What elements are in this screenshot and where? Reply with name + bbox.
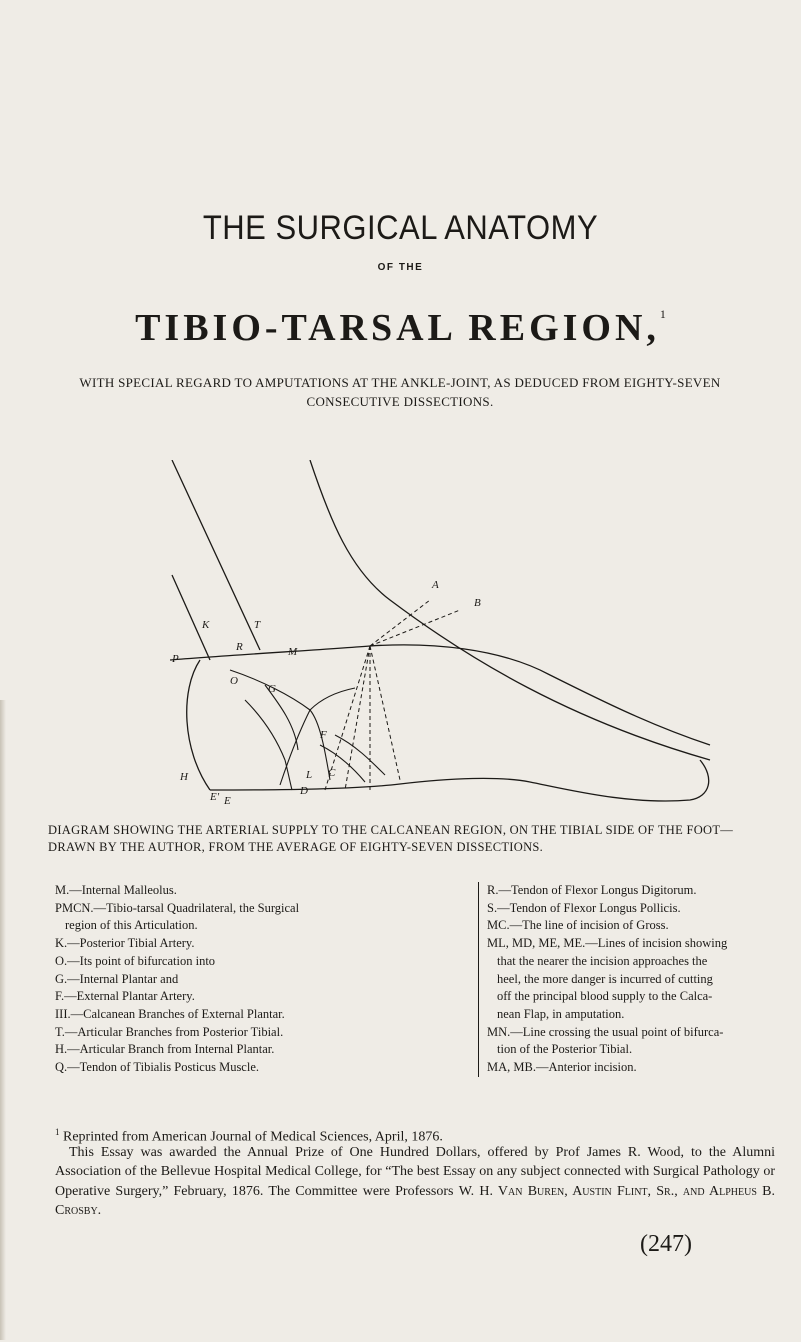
legend-entry: that the nearer the incision approaches the [497, 953, 708, 968]
committee-names: W. H. Van Buren, Austin Flint, Sr., and Alpheus B. Crosby. [55, 1183, 775, 1218]
legend-entry: O.—Its point of bifurcation into [55, 953, 216, 968]
foot-outline [170, 460, 710, 801]
legend-entry: G.—Internal Plantar and [55, 971, 179, 986]
legend-entry: PMCN.—Tibio-tarsal Quadrilateral, the Surgical [55, 900, 300, 915]
diagram-label: T [254, 619, 261, 631]
legend-right-column [478, 882, 777, 1077]
legend-entry: MC.—The line of incision of Gross. [487, 918, 669, 933]
essay-text: This Essay was awarded the Annual Prize of One Hundred Dollars, offered by Prof James R. Wood, to the Alumni Association of the Bellevue Hospital Medical College, for “The best Essay on any subject connected with Surgical Pathology or Operative Surgery,” February, 1876. The Committee were Professors [55, 1145, 775, 1199]
legend-entry: M.—Internal Malleolus. [55, 883, 177, 897]
legend-entry: R.—Tendon of Flexor Longus Digitorum. [487, 883, 697, 897]
diagram-label: H [180, 771, 188, 783]
diagram-caption: DIAGRAM SHOWING THE ARTERIAL SUPPLY TO THE CALCANEAN REGION, ON THE TIBIAL SIDE OF THE FOOT—DRAWN BY THE AUTHOR, FROM THE AVERAGE OF EIGHTY-SEVEN DISSECTIONS. [48, 823, 734, 854]
title-line-2-text: TIBIO-TARSAL REGION, [135, 307, 660, 349]
legend-left-column [55, 882, 460, 1077]
footnote-text: Reprinted from American Journal of Medical Sciences, April, 1876. [63, 1129, 443, 1145]
diagram-label: E' [210, 791, 220, 803]
diagram-label: D [300, 785, 308, 797]
legend-entry: off the principal blood supply to the Calca- [497, 989, 713, 1004]
diagram-label: M [288, 646, 298, 658]
arterial-supply-diagram [170, 460, 720, 810]
legend-entry: tion of the Posterior Tibial. [497, 1042, 633, 1057]
legend-entry: Q.—Tendon of Tibialis Posticus Muscle. [55, 1060, 259, 1075]
legend-entry: F.—External Plantar Artery. [55, 989, 195, 1004]
diagram-label: R [236, 641, 243, 653]
legend-entry: T.—Articular Branches from Posterior Tibial. [55, 1024, 284, 1039]
essay-note [55, 1143, 775, 1220]
diagram-labels [171, 579, 481, 807]
page-number: (247) [640, 1231, 692, 1257]
footnote-mark: 1 [55, 1127, 60, 1137]
diagram-label: E [224, 795, 231, 807]
diagram-label: F [320, 729, 327, 741]
legend-entry: heel, the more danger is incurred of cutting [497, 971, 713, 986]
legend-entry: ML, MD, ME, ME.—Lines of incision showing [487, 936, 728, 951]
legend-entry: MN.—Line crossing the usual point of bifurca- [487, 1024, 724, 1039]
legend-entry: S.—Tendon of Flexor Longus Pollicis. [487, 900, 681, 915]
legend-entry: region of this Articulation. [65, 918, 198, 933]
title-of-the: OF THE [377, 262, 424, 273]
legend-entry: MA, MB.—Anterior incision. [487, 1060, 637, 1075]
diagram-label: C [328, 767, 336, 779]
legend-entry: III.—Calcanean Branches of External Plantar. [55, 1006, 285, 1021]
diagram-label: K [202, 619, 210, 631]
legend-entry: H.—Articular Branch from Internal Plantar. [55, 1042, 275, 1057]
diagram-label: B [474, 597, 481, 609]
title-line-2 [0, 306, 801, 350]
diagram-label: O [230, 675, 238, 687]
legend-entry: nean Flap, in amputation. [497, 1006, 625, 1021]
legend-entry: K.—Posterior Tibial Artery. [55, 936, 195, 951]
page-spine-shadow [0, 700, 6, 1340]
title-line-1: THE SURGICAL ANATOMY [202, 207, 599, 248]
diagram-label: A [432, 579, 439, 591]
subtitle: WITH SPECIAL REGARD TO AMPUTATIONS AT THE ANKLE-JOINT, AS DEDUCED FROM EIGHTY-SEVEN CONSECUTIVE DISSECTIONS. [79, 375, 721, 409]
title-footnote-mark: 1 [659, 307, 666, 321]
diagram-label: L [306, 769, 313, 781]
diagram-label: G [268, 683, 276, 695]
diagram-label: P [172, 653, 179, 665]
